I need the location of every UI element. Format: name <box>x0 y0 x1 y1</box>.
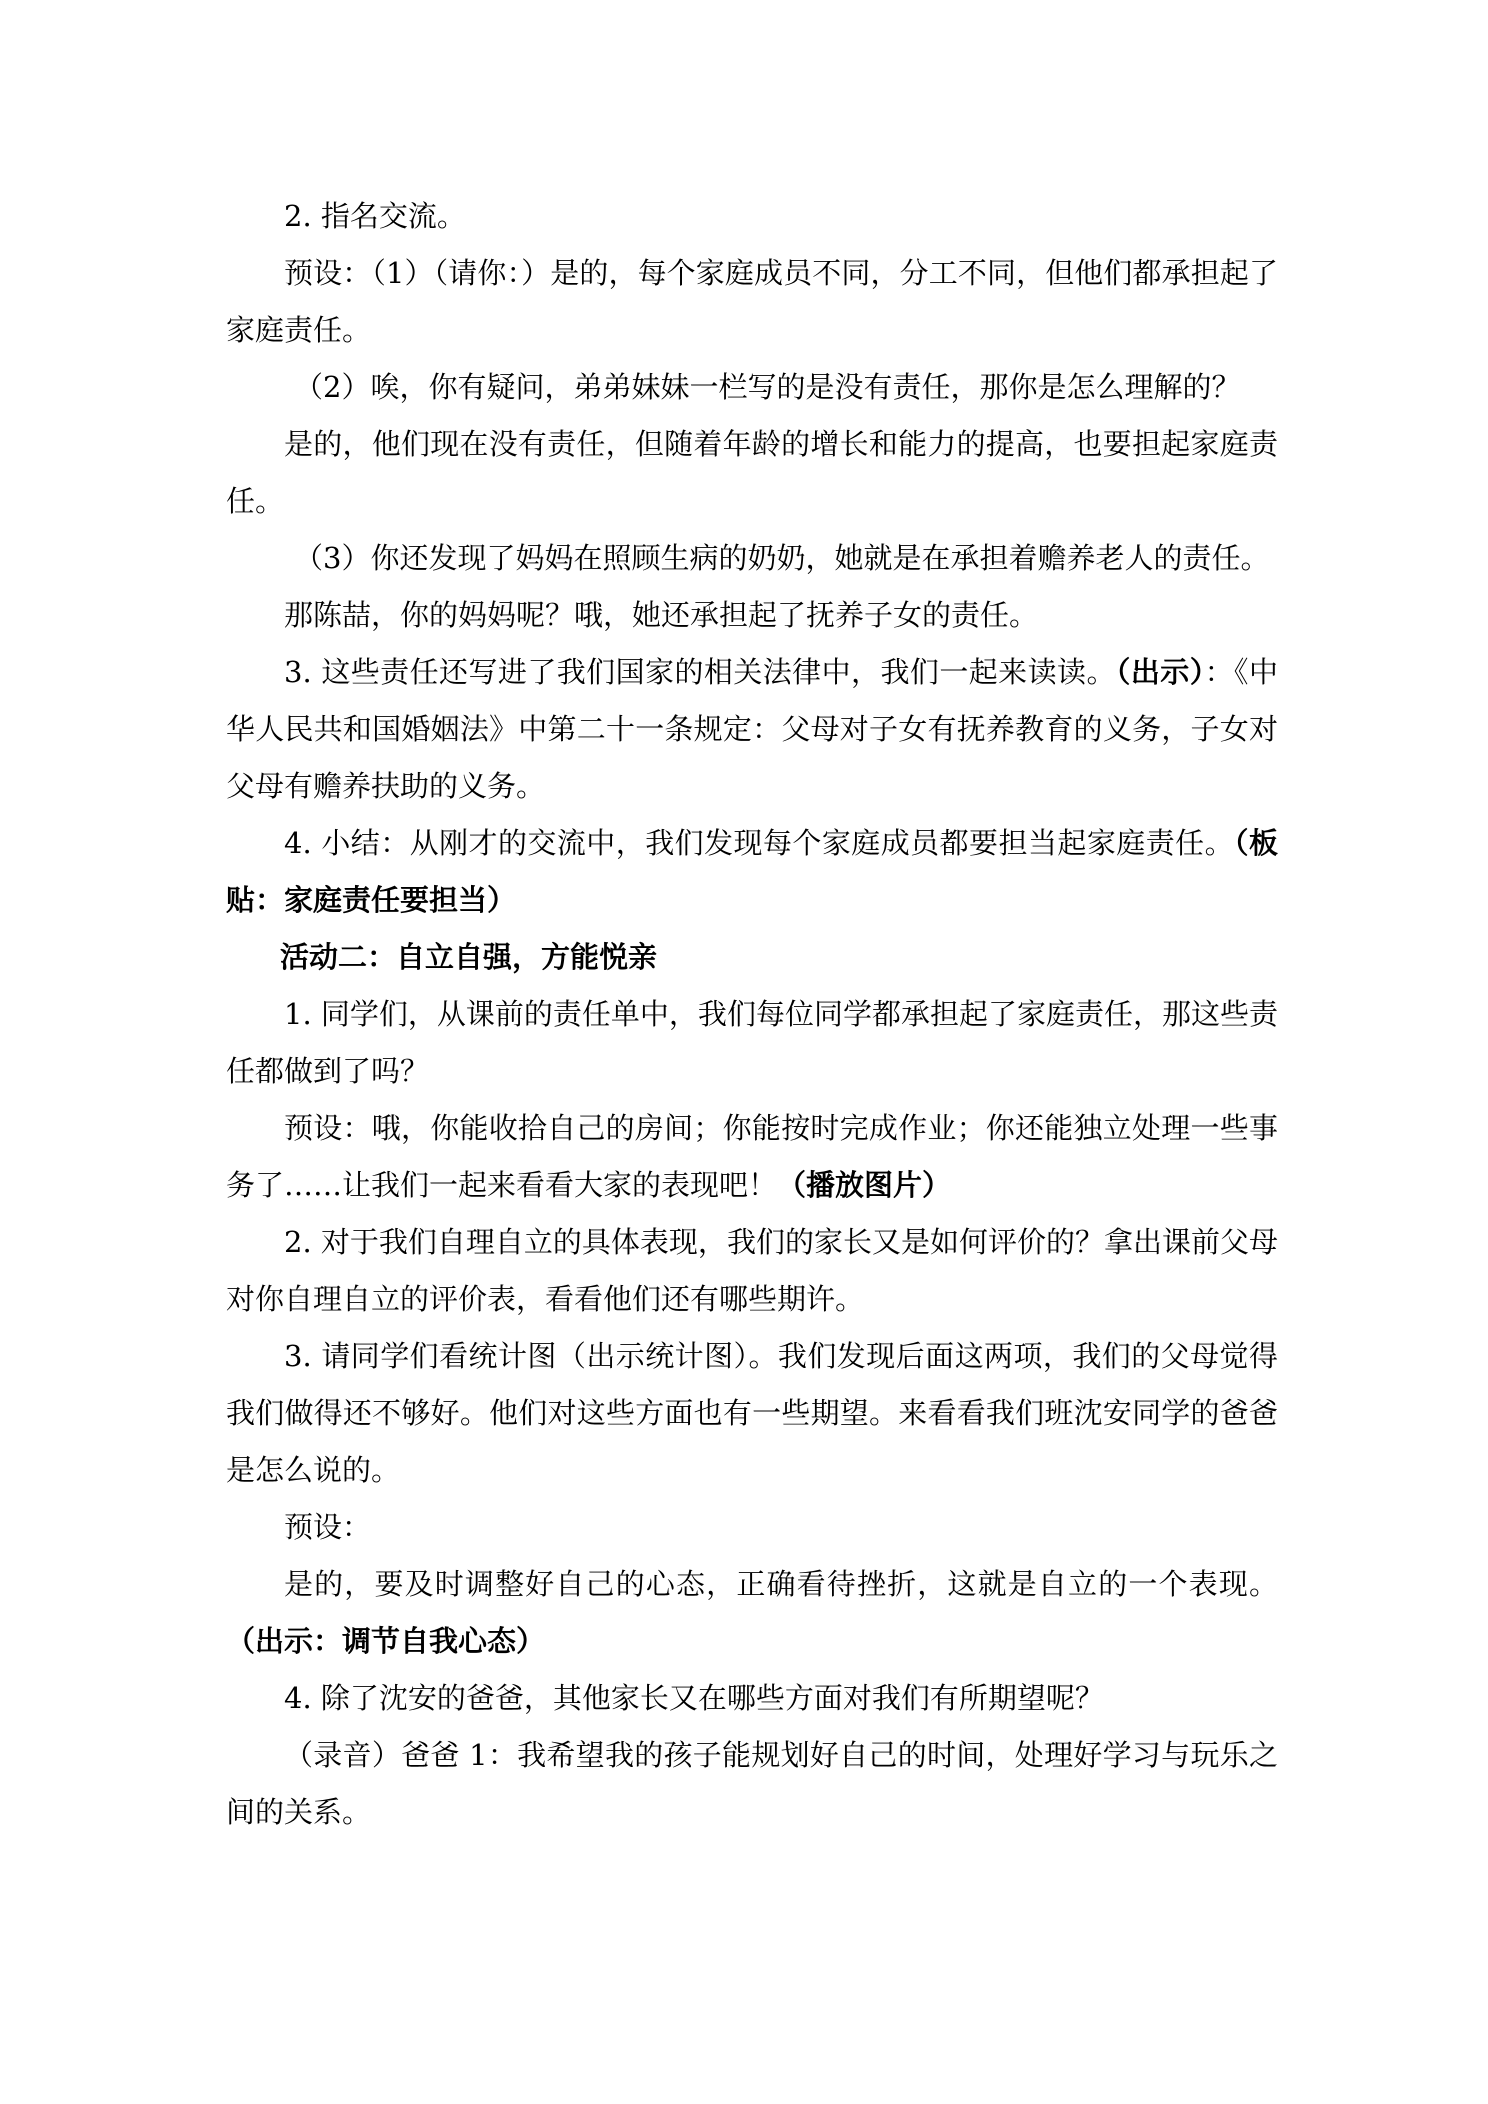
paragraph-7 <box>226 644 1278 815</box>
section-heading: 活动二：自立自强，方能悦亲 <box>280 940 658 974</box>
paragraph-11: 2. 对于我们自理自立的具体表现，我们的家长又是如何评价的？拿出课前父母对你自理自立的评价表，看看他们还有哪些期许。 <box>226 1225 1278 1316</box>
paragraph-7-text: 3. 这些责任还写进了我们国家的相关法律中，我们一起来读读。 <box>284 655 1116 689</box>
paragraph-13: 预设： <box>284 1510 372 1544</box>
paragraph-8-text: 4. 小结：从刚才的交流中，我们发现每个家庭成员都要担当起家庭责任。 <box>284 826 1235 860</box>
paragraph-12: 3. 请同学们看统计图（出示统计图）。我们发现后面这两项，我们的父母觉得我们做得还不够好。他们对这些方面也有一些期望。来看看我们班沈安同学的爸爸是怎么说的。 <box>226 1339 1278 1487</box>
paragraph-10-bold: （播放图片） <box>777 1168 952 1202</box>
paragraph-16: （录音）爸爸 1：我希望我的孩子能规划好自己的时间，处理好学习与玩乐之间的关系。 <box>226 1738 1278 1829</box>
paragraph-5: （3）你还发现了妈妈在照顾生病的奶奶，她就是在承担着赡养老人的责任。 <box>294 541 1270 575</box>
paragraph-6: 那陈喆，你的妈妈呢？哦，她还承担起了抚养子女的责任。 <box>284 598 1039 632</box>
paragraph-8 <box>226 815 1278 929</box>
paragraph-4: 是的，他们现在没有责任，但随着年龄的增长和能力的提高，也要担起家庭责任。 <box>226 427 1278 518</box>
paragraph-3: （2）唉，你有疑问，弟弟妹妹一栏写的是没有责任，那你是怎么理解的？ <box>294 370 1241 404</box>
paragraph-7-tail: ：《中华人民共和国婚姻法》中第二十一条规定：父母对子女有抚养教育的义务，子女对父母有赡养扶助的义务。 <box>226 655 1278 803</box>
paragraph-1: 2. 指名交流。 <box>284 199 466 233</box>
paragraph-8-bold: （板贴：家庭责任要担当） <box>226 826 1278 917</box>
paragraph-14 <box>226 1556 1278 1670</box>
paragraph-9: 1. 同学们，从课前的责任单中，我们每位同学都承担起了家庭责任，那这些责任都做到了吗？ <box>226 997 1278 1088</box>
paragraph-7-bold: （出示） <box>1115 655 1205 689</box>
paragraph-15: 4. 除了沈安的爸爸，其他家长又在哪些方面对我们有所期望呢？ <box>284 1681 1104 1715</box>
document-body <box>226 188 1278 1841</box>
paragraph-10-text: 预设：哦，你能收拾自己的房间；你能按时完成作业；你还能独立处理一些事务了……让我们一起来看看大家的表现吧！ <box>226 1111 1278 1202</box>
paragraph-14-text: 是的，要及时调整好自己的心态，正确看待挫折，这就是自立的一个表现。 <box>284 1567 1278 1601</box>
paragraph-10 <box>226 1100 1278 1214</box>
paragraph-14-bold: （出示：调节自我心态） <box>226 1624 546 1658</box>
paragraph-2: 预设：（1）（请你：）是的，每个家庭成员不同，分工不同，但他们都承担起了家庭责任。 <box>226 256 1278 347</box>
